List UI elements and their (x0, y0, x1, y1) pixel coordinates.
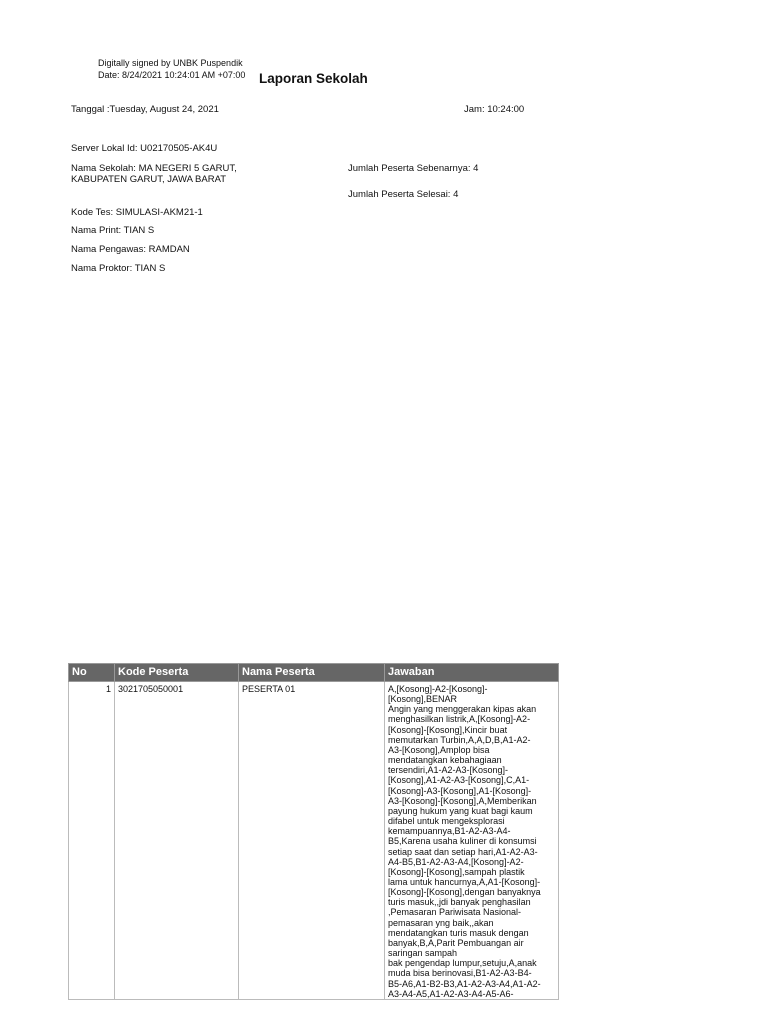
tanggal-field: Tanggal :Tuesday, August 24, 2021 (71, 104, 219, 115)
header-nama-peserta: Nama Peserta (239, 664, 385, 682)
cell-nama-peserta: PESERTA 01 (239, 682, 385, 1000)
header-no: No (69, 664, 115, 682)
cell-jawaban: A,[Kosong]-A2-[Kosong]- [Kosong],BENAR Angin yang menggerakan kipas akan menghasilkan listrik,A,[Kosong]-A2- [Kosong]-[Kosong],Kincir buat memutarkan Turbin,A,A,D,B,A1-A2- A3-[Kosong],Amplop bisa mendatangkan kebahagiaan tersendiri,A1-A2-A3-[Kosong]- [Kosong],A1-A2-A3-[Kosong],C,A1- [Kosong]-A3-[Kosong],A1-[Kosong]- A3-[Kosong]-[Kosong],A,Memberikan payung hukum yang kuat bagi kaum difabel untuk mengeksplorasi kemampuannya,B1-A2-A3-A4- B5,Karena usaha kuliner di konsumsi setiap saat dan setiap hari,A1-A2-A3- A4-B5,B1-A2-A3-A4,[Kosong]-A2- [Kosong]-[Kosong],sampah plastik lama untuk hancurnya,A,A1-[Kosong]- [Kosong]-[Kosong],dengan banyaknya turis masuk,,jdi banyak penghasilan ,Pemasaran Pariwisata Nasional- pemasaran yng baik,,akan mendatangkan turis masuk dengan banyak,B,A,Parit Pembuangan air saringan sampah bak pengendap lumpur,setuju,A,anak muda bisa berinovasi,B1-A2-A3-B4- B5-A6,A1-B2-B3,A1-A2-A3-A4,A1-A2- A3-A4-A5,A1-A2-A3-A4-A5-A6- (385, 682, 559, 1000)
answers-table (68, 663, 559, 1000)
header-kode-peserta: Kode Peserta (115, 664, 239, 682)
table-row (69, 682, 559, 1000)
jam-field: Jam: 10:24:00 (464, 104, 525, 115)
cell-kode-peserta: 3021705050001 (115, 682, 239, 1000)
signature-line-1: Digitally signed by UNBK Puspendik (98, 58, 243, 68)
signature-line-2: Date: 8/24/2021 10:24:01 AM +07:00 (98, 70, 246, 80)
jumlah-peserta-selesai-field: Jumlah Peserta Selesai: 4 (348, 189, 459, 200)
kode-tes-field: Kode Tes: SIMULASI-AKM21-1 (71, 207, 203, 218)
nama-sekolah-field: Nama Sekolah: MA NEGERI 5 GARUT, KABUPATEN GARUT, JAWA BARAT (71, 163, 237, 185)
jumlah-peserta-sebenarnya-field: Jumlah Peserta Sebenarnya: 4 (348, 163, 479, 174)
table-header-row (69, 664, 559, 682)
nama-pengawas-field: Nama Pengawas: RAMDAN (71, 244, 190, 255)
nama-print-field: Nama Print: TIAN S (71, 225, 155, 236)
nama-proktor-field: Nama Proktor: TIAN S (71, 263, 166, 274)
cell-no: 1 (69, 682, 115, 1000)
page-title: Laporan Sekolah (259, 71, 368, 86)
server-lokal-field: Server Lokal Id: U02170505-AK4U (71, 143, 218, 154)
header-jawaban: Jawaban (385, 664, 559, 682)
